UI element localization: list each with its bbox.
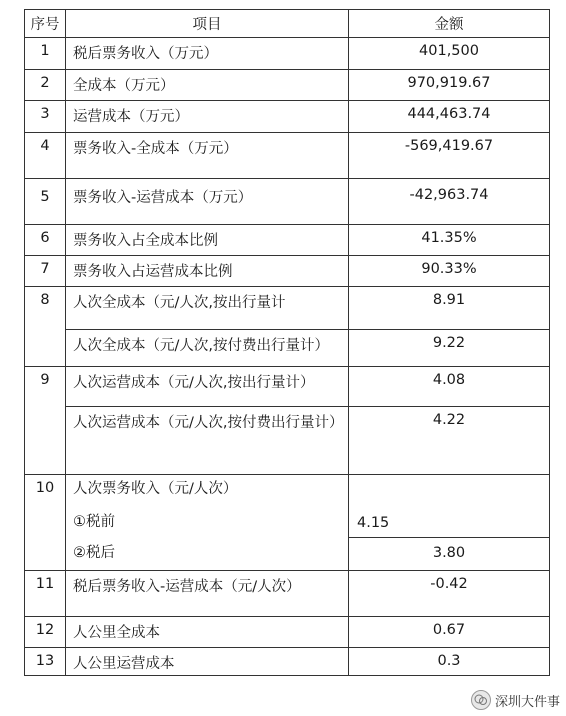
table-row [25, 367, 550, 407]
header-item: 项目 [66, 10, 349, 38]
row-num: 12 [25, 617, 66, 648]
row-item: 人次运营成本（元/人次,按出行量计） [66, 367, 349, 407]
row-num: 9 [25, 367, 66, 475]
row-amount: -0.42 [349, 571, 550, 617]
row-amount: 0.3 [349, 648, 550, 676]
row-item: 人次运营成本（元/人次,按付费出行量计） [66, 407, 349, 475]
table-row [25, 407, 550, 475]
row-amount: -42,963.74 [349, 179, 550, 225]
table-row [25, 133, 550, 179]
row-item: 票务收入-运营成本（万元） [66, 179, 349, 225]
row-item: 票务收入-全成本（万元） [66, 133, 349, 179]
row-amount: 970,919.67 [349, 70, 550, 101]
row-amount: 90.33% [349, 256, 550, 287]
cost-table [24, 9, 550, 676]
row-item: 人次全成本（元/人次,按出行量计 [66, 287, 349, 330]
row-num: 11 [25, 571, 66, 617]
row-amount-post-tax: 3.80 [432, 545, 466, 561]
row-num: 8 [25, 287, 66, 367]
row-num: 2 [25, 70, 66, 101]
watermark [471, 690, 560, 710]
table-row [25, 475, 550, 571]
row-amount-pre-tax: 4.15 [357, 515, 390, 531]
row-amount: 444,463.74 [349, 101, 550, 133]
row-item: 税后票务收入（万元） [66, 38, 349, 70]
table-row [25, 617, 550, 648]
table-row [25, 179, 550, 225]
row-amount: 8.91 [349, 287, 550, 330]
table-row [25, 38, 550, 70]
row-num: 13 [25, 648, 66, 676]
table-row [25, 571, 550, 617]
row-item [66, 475, 349, 571]
row-amount-split [349, 475, 550, 571]
row-item: 全成本（万元） [66, 70, 349, 101]
table-row [25, 648, 550, 676]
row-amount: 4.08 [349, 367, 550, 407]
header-row [25, 10, 550, 38]
row-item: 人次全成本（元/人次,按付费出行量计） [66, 330, 349, 367]
row-num: 3 [25, 101, 66, 133]
row-item: 人公里全成本 [66, 617, 349, 648]
table-row [25, 101, 550, 133]
row-item-title: 人次票务收入（元/人次） [73, 481, 238, 497]
row-item: 运营成本（万元） [66, 101, 349, 133]
row-amount: 9.22 [349, 330, 550, 367]
header-amount: 金额 [349, 10, 550, 38]
row-item-sub-post-tax: ②税后 [73, 545, 115, 561]
row-amount: 4.22 [349, 407, 550, 475]
row-num: 7 [25, 256, 66, 287]
row-item-sub-pre-tax: ①税前 [73, 514, 115, 530]
row-amount: 41.35% [349, 225, 550, 256]
row-num: 1 [25, 38, 66, 70]
row-item: 人公里运营成本 [66, 648, 349, 676]
row-num: 10 [25, 475, 66, 571]
table-row [25, 287, 550, 330]
table-row [25, 225, 550, 256]
row-item: 税后票务收入-运营成本（元/人次） [66, 571, 349, 617]
table-row [25, 330, 550, 367]
header-num: 序号 [25, 10, 66, 38]
row-amount: 401,500 [349, 38, 550, 70]
row-amount: 0.67 [349, 617, 550, 648]
row-num: 4 [25, 133, 66, 179]
wechat-icon [471, 690, 491, 710]
row-amount: -569,419.67 [349, 133, 550, 179]
row-num: 5 [25, 179, 66, 225]
table-row [25, 256, 550, 287]
row-num: 6 [25, 225, 66, 256]
table-row [25, 70, 550, 101]
row-item: 票务收入占全成本比例 [66, 225, 349, 256]
row-item: 票务收入占运营成本比例 [66, 256, 349, 287]
watermark-text: 深圳大件事 [494, 694, 560, 710]
